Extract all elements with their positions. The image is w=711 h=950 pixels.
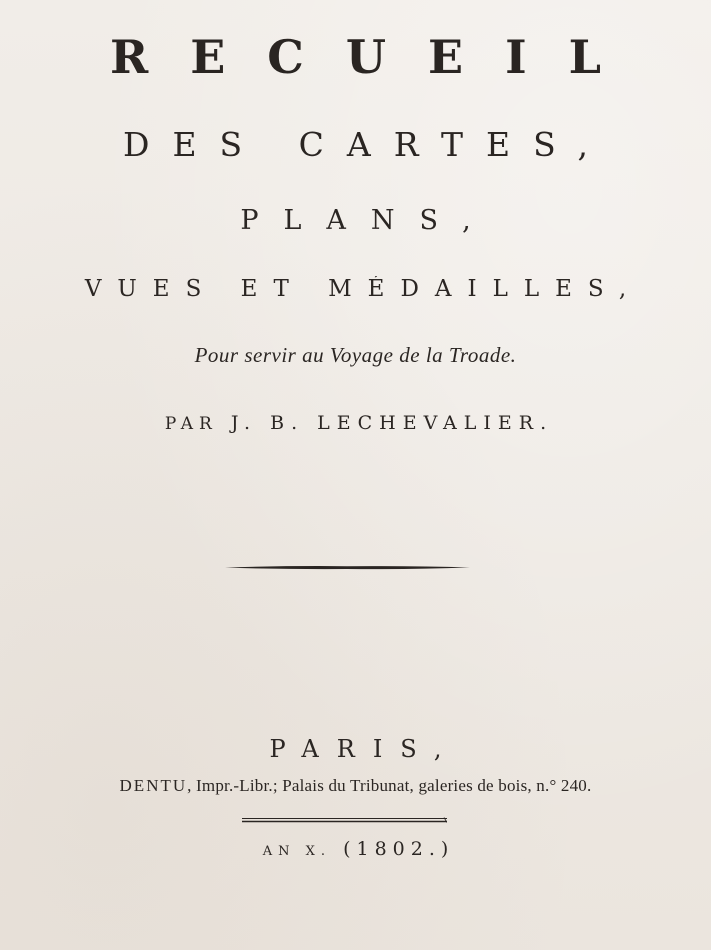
author-name: J. B. LECHEVALIER. [230, 412, 554, 434]
date-year: (1802.) [343, 838, 455, 860]
date-an: AN X. [262, 844, 332, 859]
imprint-date [0, 838, 711, 860]
ornamental-rule [225, 565, 470, 570]
title-recueil: RECUEIL [110, 30, 643, 84]
publisher-name: DENTU [119, 776, 188, 795]
author-line [0, 412, 711, 434]
imprint-publisher [0, 776, 711, 796]
double-rule [242, 817, 447, 823]
subtitle: Pour servir au Voyage de la Troade. [194, 343, 517, 367]
author-prefix: PAR [164, 414, 218, 434]
imprint-city: PARIS, [269, 735, 460, 763]
title-plans: PLANS, [240, 205, 496, 236]
title-des-cartes: DES CARTES, [122, 125, 611, 164]
publisher-address: , Impr.-Libr.; Palais du Tribunat, galeries de bois, n.° 240. [187, 776, 592, 795]
title-vues-et-medailles: VUES ET MÉDAILLES, [84, 276, 643, 302]
